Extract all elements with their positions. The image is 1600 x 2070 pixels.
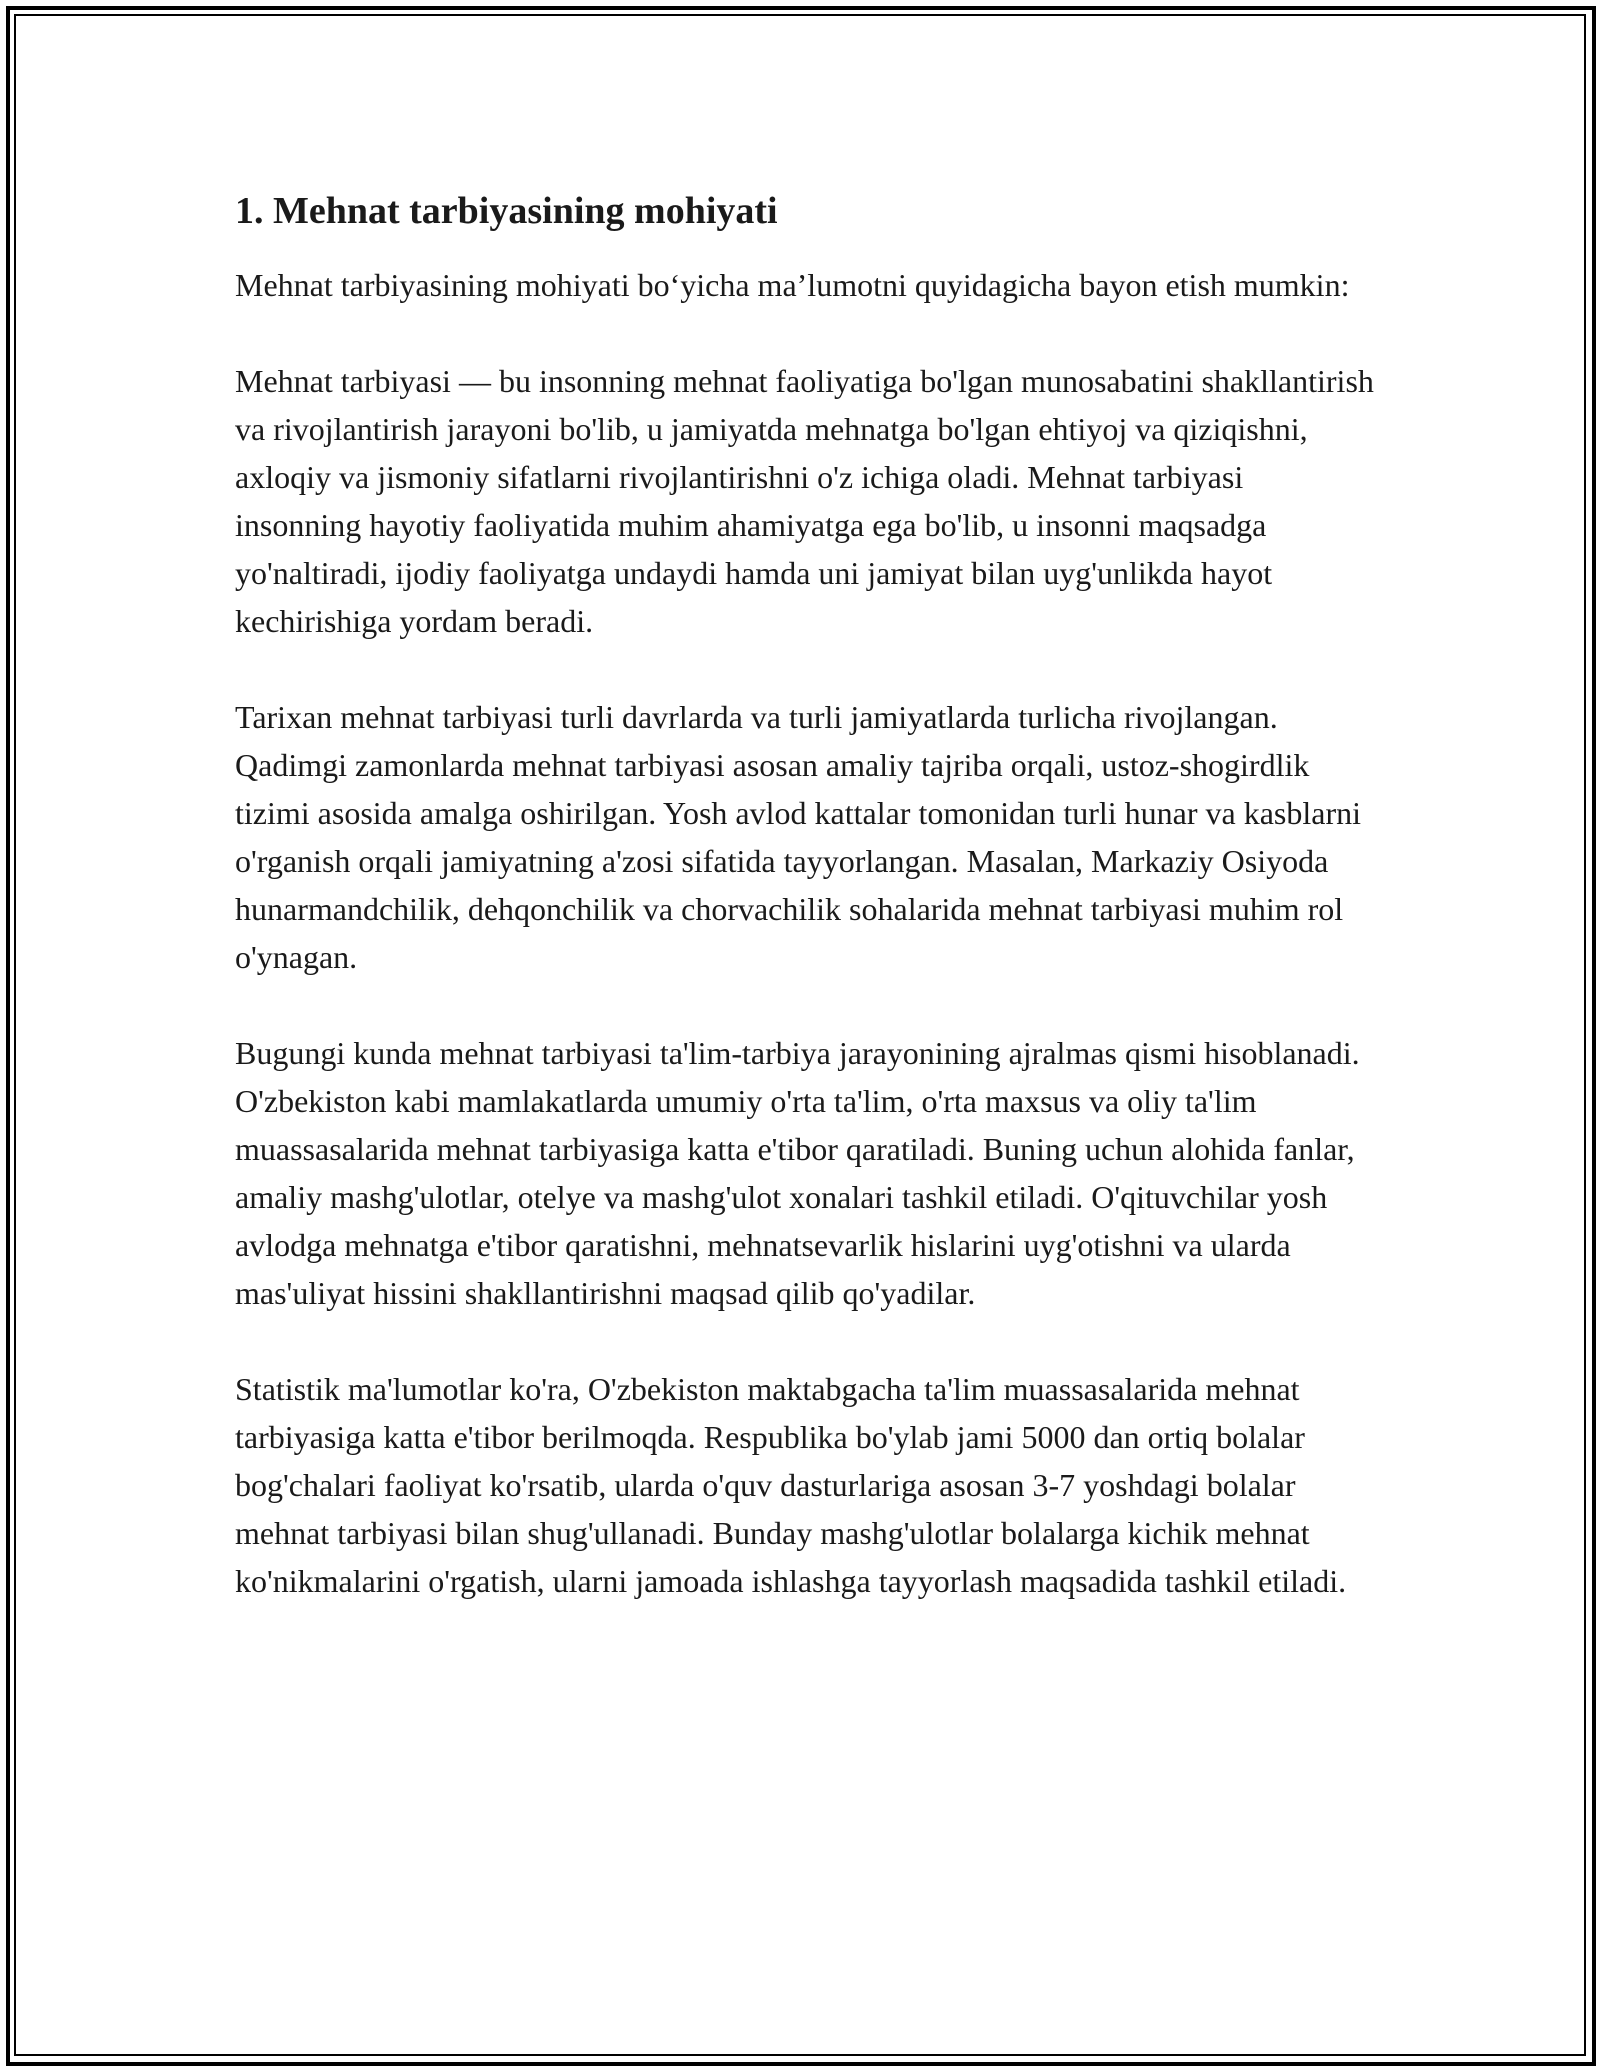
paragraph-statistics: Statistik ma'lumotlar ko'ra, O'zbekiston maktabgacha ta'lim muassasalarida mehnat tarbiyasiga katta e'tibor berilmoqda. Respublika bo'ylab jami 5000 dan ortiq bolalar bog'chalari faoliyat ko'rsatib, ularda o'quv dasturlariga asosan 3-7 yoshdagi bolalar mehnat tarbiyasi bilan shug'ullanadi. Bunday mashg'ulotlar bolalarga kichik mehnat ko'nikmalarini o'rgatish, ularni jamoada ishlashga tayyorlash maqsadida tashkil etiladi. (235, 1371, 1347, 1599)
paragraph-history: Tarixan mehnat tarbiyasi turli davrlarda va turli jamiyatlarda turlicha rivojlangan. Qadimgi zamonlarda mehnat tarbiyasi asosan amaliy tajriba orqali, ustoz-shogirdlik tizimi asosida amalga oshirilgan. Yosh avlod kattalar tomonidan turli hunar va kasblarni o'rganish orqali jamiyatning a'zosi sifatida tayyorlangan. Masalan, Markaziy Osiyoda hunarmandchilik, dehqonchilik va chorvachilik sohalarida mehnat tarbiyasi muhim rol o'ynagan. (235, 699, 1361, 975)
document-body (235, 187, 1375, 1653)
section-heading: 1. Mehnat tarbiyasining mohiyati (235, 190, 778, 232)
paragraph-definition: Mehnat tarbiyasi — bu insonning mehnat faoliyatiga bo'lgan munosabatini shakllantirish va rivojlantirish jarayoni bo'lib, u jamiyatda mehnatga bo'lgan ehtiyoj va qiziqishni, axloqiy va jismoniy sifatlarni rivojlantirishni o'z ichiga oladi. Mehnat tarbiyasi insonning hayotiy faoliyatida muhim ahamiyatga ega bo'lib, u insonni maqsadga yo'naltiradi, ijodiy faoliyatga undaydi hamda uni jamiyat bilan uyg'unlikda hayot kechirishiga yordam beradi. (235, 363, 1374, 639)
paragraph-intro: Mehnat tarbiyasining mohiyati bo‘yicha ma’lumotni quyidagicha bayon etish mumkin: (235, 267, 1350, 303)
paragraph-today: Bugungi kunda mehnat tarbiyasi ta'lim-tarbiya jarayonining ajralmas qismi hisoblanadi. O'zbekiston kabi mamlakatlarda umumiy o'rta ta'lim, o'rta maxsus va oliy ta'lim muassasalarida mehnat tarbiyasiga katta e'tibor qaratiladi. Buning uchun alohida fanlar, amaliy mashg'ulotlar, otelye va mashg'ulot xonalari tashkil etiladi. O'qituvchilar yosh avlodga mehnatga e'tibor qaratishni, mehnatsevarlik hislarini uyg'otishni va ularda mas'uliyat hissini shakllantirishni maqsad qilib qo'yadilar. (235, 1035, 1360, 1311)
